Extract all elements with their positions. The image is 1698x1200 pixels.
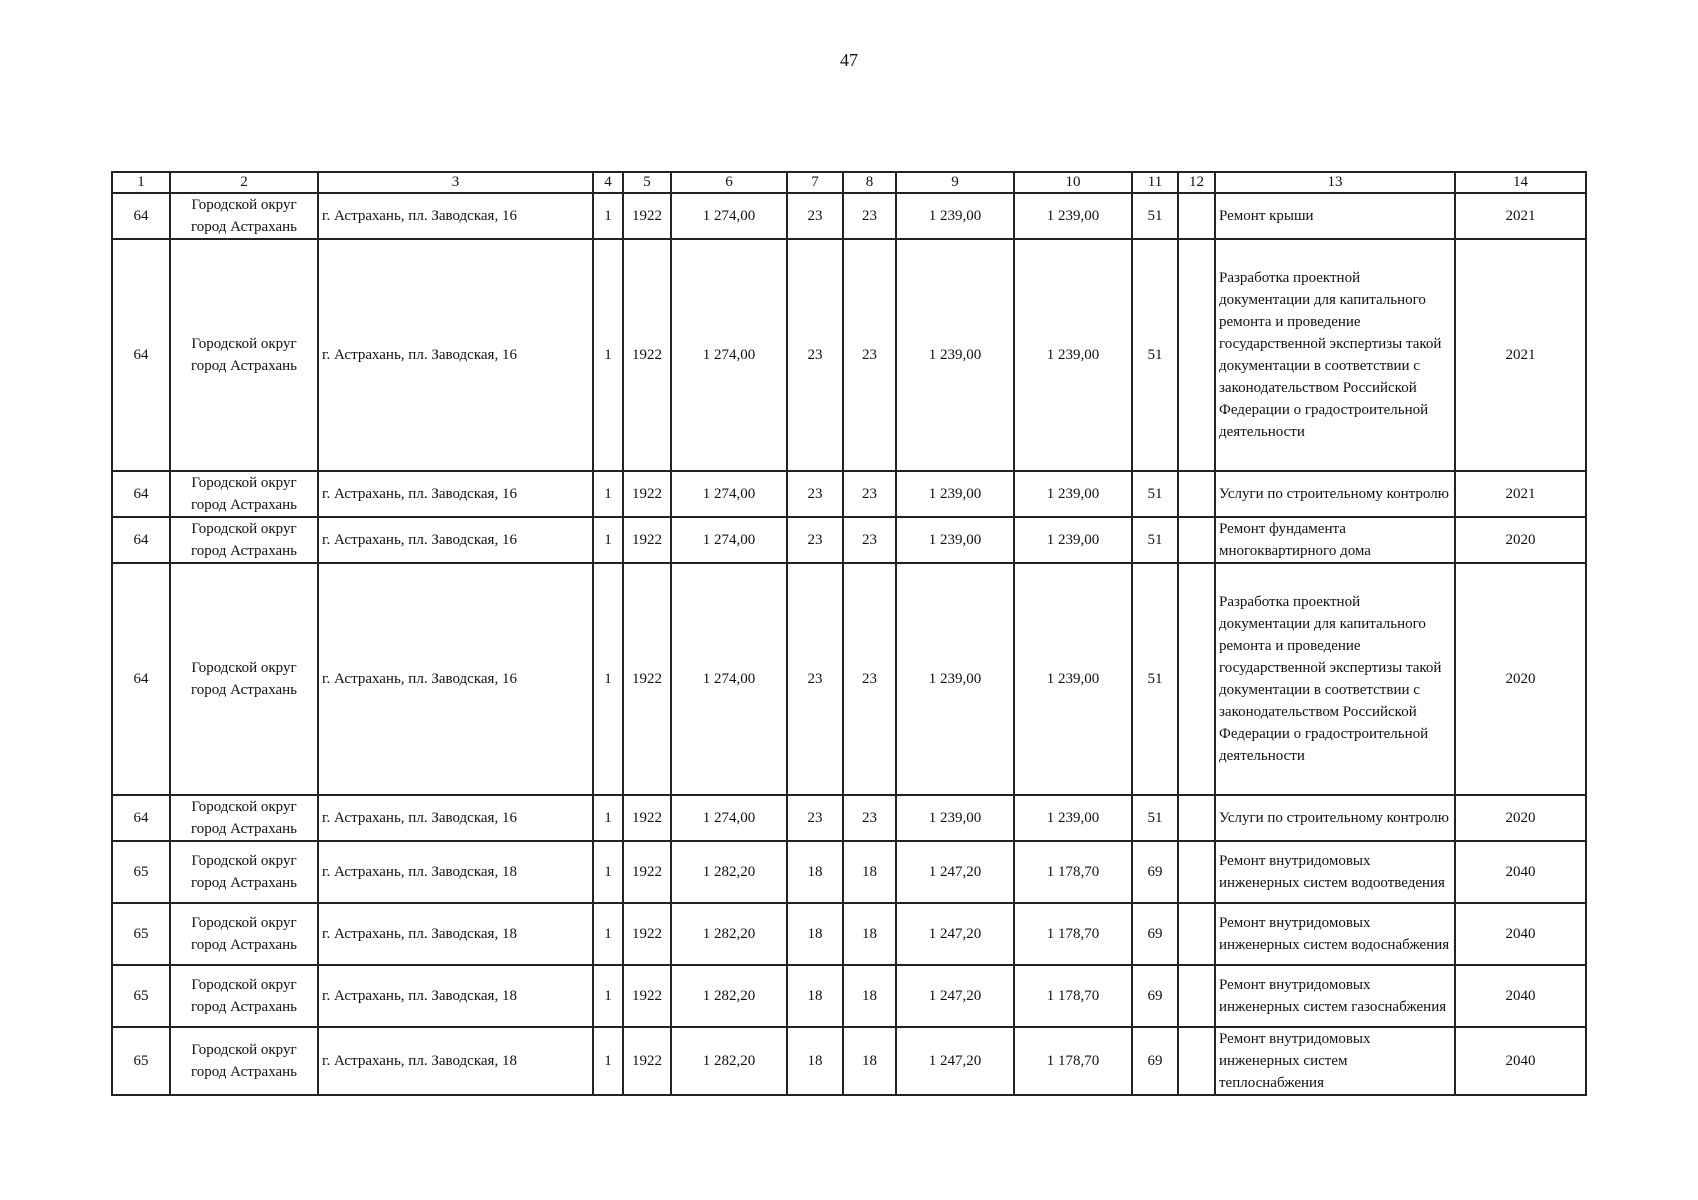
work-type-cell: Услуги по строительному контролю xyxy=(1215,471,1455,517)
column-header: 2 xyxy=(170,172,318,193)
table-row xyxy=(112,841,1586,903)
municipality-cell: Городской округ город Астрахань xyxy=(170,795,318,841)
work-type-cell: Ремонт внутридомовых инженерных систем теплоснабжения xyxy=(1215,1027,1455,1095)
cell-col-7: 23 xyxy=(787,517,843,563)
row-number-cell: 64 xyxy=(112,517,170,563)
address-cell: г. Астрахань, пл. Заводская, 16 xyxy=(318,193,593,239)
address-cell: г. Астрахань, пл. Заводская, 16 xyxy=(318,239,593,471)
area-cell: 1 247,20 xyxy=(896,965,1014,1027)
address-cell: г. Астрахань, пл. Заводская, 18 xyxy=(318,965,593,1027)
cell-col-4: 1 xyxy=(593,239,623,471)
cell-col-4: 1 xyxy=(593,471,623,517)
row-number-cell: 65 xyxy=(112,1027,170,1095)
cell-col-8: 18 xyxy=(843,965,896,1027)
year-built-cell: 1922 xyxy=(623,795,671,841)
column-header: 4 xyxy=(593,172,623,193)
planned-year-cell: 2021 xyxy=(1455,193,1586,239)
column-header: 14 xyxy=(1455,172,1586,193)
cell-col-11: 69 xyxy=(1132,841,1178,903)
cell-col-12 xyxy=(1178,563,1215,795)
living-area-cell: 1 239,00 xyxy=(1014,239,1132,471)
column-header: 13 xyxy=(1215,172,1455,193)
page-number: 47 xyxy=(840,50,858,70)
year-built-cell: 1922 xyxy=(623,841,671,903)
work-type-cell: Ремонт крыши xyxy=(1215,193,1455,239)
cell-col-7: 18 xyxy=(787,965,843,1027)
municipality-cell: Городской округ город Астрахань xyxy=(170,841,318,903)
cell-col-12 xyxy=(1178,841,1215,903)
cell-col-12 xyxy=(1178,193,1215,239)
municipality-cell: Городской округ город Астрахань xyxy=(170,471,318,517)
capital-repair-table xyxy=(111,171,1587,1096)
living-area-cell: 1 178,70 xyxy=(1014,965,1132,1027)
total-area-cell: 1 274,00 xyxy=(671,795,787,841)
cell-col-8: 23 xyxy=(843,471,896,517)
address-cell: г. Астрахань, пл. Заводская, 18 xyxy=(318,1027,593,1095)
table-body xyxy=(112,193,1586,1095)
cell-col-7: 23 xyxy=(787,563,843,795)
municipality-cell: Городской округ город Астрахань xyxy=(170,563,318,795)
cell-col-11: 69 xyxy=(1132,1027,1178,1095)
area-cell: 1 247,20 xyxy=(896,903,1014,965)
planned-year-cell: 2020 xyxy=(1455,795,1586,841)
cell-col-11: 51 xyxy=(1132,795,1178,841)
municipality-cell: Городской округ город Астрахань xyxy=(170,903,318,965)
cell-col-7: 18 xyxy=(787,841,843,903)
column-header: 6 xyxy=(671,172,787,193)
cell-col-12 xyxy=(1178,965,1215,1027)
cell-col-8: 23 xyxy=(843,563,896,795)
cell-col-8: 23 xyxy=(843,517,896,563)
planned-year-cell: 2040 xyxy=(1455,841,1586,903)
column-header: 10 xyxy=(1014,172,1132,193)
total-area-cell: 1 282,20 xyxy=(671,903,787,965)
address-cell: г. Астрахань, пл. Заводская, 16 xyxy=(318,795,593,841)
column-header: 3 xyxy=(318,172,593,193)
address-cell: г. Астрахань, пл. Заводская, 16 xyxy=(318,563,593,795)
area-cell: 1 247,20 xyxy=(896,841,1014,903)
planned-year-cell: 2040 xyxy=(1455,903,1586,965)
year-built-cell: 1922 xyxy=(623,1027,671,1095)
year-built-cell: 1922 xyxy=(623,563,671,795)
address-cell: г. Астрахань, пл. Заводская, 16 xyxy=(318,517,593,563)
cell-col-7: 23 xyxy=(787,471,843,517)
row-number-cell: 65 xyxy=(112,841,170,903)
column-header: 8 xyxy=(843,172,896,193)
cell-col-12 xyxy=(1178,517,1215,563)
area-cell: 1 239,00 xyxy=(896,239,1014,471)
area-cell: 1 239,00 xyxy=(896,517,1014,563)
area-cell: 1 239,00 xyxy=(896,795,1014,841)
municipality-cell: Городской округ город Астрахань xyxy=(170,193,318,239)
cell-col-8: 23 xyxy=(843,193,896,239)
area-cell: 1 239,00 xyxy=(896,563,1014,795)
cell-col-8: 23 xyxy=(843,239,896,471)
cell-col-7: 23 xyxy=(787,239,843,471)
planned-year-cell: 2040 xyxy=(1455,1027,1586,1095)
column-header: 11 xyxy=(1132,172,1178,193)
cell-col-4: 1 xyxy=(593,965,623,1027)
living-area-cell: 1 239,00 xyxy=(1014,193,1132,239)
total-area-cell: 1 282,20 xyxy=(671,965,787,1027)
cell-col-11: 69 xyxy=(1132,903,1178,965)
planned-year-cell: 2021 xyxy=(1455,239,1586,471)
cell-col-12 xyxy=(1178,795,1215,841)
column-header: 7 xyxy=(787,172,843,193)
cell-col-12 xyxy=(1178,1027,1215,1095)
cell-col-7: 23 xyxy=(787,193,843,239)
municipality-cell: Городской округ город Астрахань xyxy=(170,1027,318,1095)
column-number-row xyxy=(112,172,1586,193)
municipality-cell: Городской округ город Астрахань xyxy=(170,965,318,1027)
cell-col-4: 1 xyxy=(593,841,623,903)
year-built-cell: 1922 xyxy=(623,471,671,517)
work-type-cell: Ремонт внутридомовых инженерных систем газоснабжения xyxy=(1215,965,1455,1027)
cell-col-12 xyxy=(1178,239,1215,471)
municipality-cell: Городской округ город Астрахань xyxy=(170,239,318,471)
cell-col-12 xyxy=(1178,903,1215,965)
cell-col-4: 1 xyxy=(593,563,623,795)
work-type-cell: Разработка проектной документации для капитального ремонта и проведение государственной экспертизы такой документации в соответствии с законодательством Российской Федерации о градостроительной деятельности xyxy=(1215,239,1455,471)
column-header: 1 xyxy=(112,172,170,193)
work-type-cell: Ремонт внутридомовых инженерных систем водоснабжения xyxy=(1215,903,1455,965)
planned-year-cell: 2020 xyxy=(1455,563,1586,795)
planned-year-cell: 2020 xyxy=(1455,517,1586,563)
total-area-cell: 1 274,00 xyxy=(671,193,787,239)
planned-year-cell: 2040 xyxy=(1455,965,1586,1027)
table-row xyxy=(112,795,1586,841)
year-built-cell: 1922 xyxy=(623,193,671,239)
area-cell: 1 239,00 xyxy=(896,471,1014,517)
total-area-cell: 1 274,00 xyxy=(671,563,787,795)
row-number-cell: 64 xyxy=(112,239,170,471)
year-built-cell: 1922 xyxy=(623,965,671,1027)
year-built-cell: 1922 xyxy=(623,517,671,563)
cell-col-11: 69 xyxy=(1132,965,1178,1027)
year-built-cell: 1922 xyxy=(623,903,671,965)
column-header: 12 xyxy=(1178,172,1215,193)
cell-col-7: 18 xyxy=(787,1027,843,1095)
cell-col-8: 18 xyxy=(843,1027,896,1095)
column-header: 5 xyxy=(623,172,671,193)
cell-col-11: 51 xyxy=(1132,471,1178,517)
address-cell: г. Астрахань, пл. Заводская, 16 xyxy=(318,471,593,517)
work-type-cell: Ремонт фундамента многоквартирного дома xyxy=(1215,517,1455,563)
total-area-cell: 1 274,00 xyxy=(671,517,787,563)
table-row xyxy=(112,193,1586,239)
row-number-cell: 65 xyxy=(112,965,170,1027)
address-cell: г. Астрахань, пл. Заводская, 18 xyxy=(318,841,593,903)
living-area-cell: 1 239,00 xyxy=(1014,471,1132,517)
row-number-cell: 64 xyxy=(112,563,170,795)
row-number-cell: 65 xyxy=(112,903,170,965)
table-row xyxy=(112,903,1586,965)
total-area-cell: 1 274,00 xyxy=(671,471,787,517)
cell-col-8: 18 xyxy=(843,841,896,903)
table-row xyxy=(112,563,1586,795)
work-type-cell: Разработка проектной документации для капитального ремонта и проведение государственной экспертизы такой документации в соответствии с законодательством Российской Федерации о градостроительной деятельности xyxy=(1215,563,1455,795)
year-built-cell: 1922 xyxy=(623,239,671,471)
living-area-cell: 1 239,00 xyxy=(1014,517,1132,563)
work-type-cell: Услуги по строительному контролю xyxy=(1215,795,1455,841)
row-number-cell: 64 xyxy=(112,795,170,841)
area-cell: 1 247,20 xyxy=(896,1027,1014,1095)
table-row xyxy=(112,517,1586,563)
cell-col-8: 23 xyxy=(843,795,896,841)
total-area-cell: 1 274,00 xyxy=(671,239,787,471)
living-area-cell: 1 178,70 xyxy=(1014,841,1132,903)
municipality-cell: Городской округ город Астрахань xyxy=(170,517,318,563)
cell-col-11: 51 xyxy=(1132,239,1178,471)
cell-col-7: 18 xyxy=(787,903,843,965)
total-area-cell: 1 282,20 xyxy=(671,841,787,903)
cell-col-4: 1 xyxy=(593,517,623,563)
living-area-cell: 1 239,00 xyxy=(1014,795,1132,841)
cell-col-4: 1 xyxy=(593,193,623,239)
work-type-cell: Ремонт внутридомовых инженерных систем водоотведения xyxy=(1215,841,1455,903)
table-row xyxy=(112,239,1586,471)
cell-col-11: 51 xyxy=(1132,563,1178,795)
cell-col-4: 1 xyxy=(593,795,623,841)
cell-col-4: 1 xyxy=(593,903,623,965)
cell-col-7: 23 xyxy=(787,795,843,841)
row-number-cell: 64 xyxy=(112,471,170,517)
cell-col-11: 51 xyxy=(1132,517,1178,563)
table-row xyxy=(112,471,1586,517)
address-cell: г. Астрахань, пл. Заводская, 18 xyxy=(318,903,593,965)
living-area-cell: 1 178,70 xyxy=(1014,1027,1132,1095)
cell-col-4: 1 xyxy=(593,1027,623,1095)
area-cell: 1 239,00 xyxy=(896,193,1014,239)
living-area-cell: 1 178,70 xyxy=(1014,903,1132,965)
table-row xyxy=(112,1027,1586,1095)
planned-year-cell: 2021 xyxy=(1455,471,1586,517)
table-row xyxy=(112,965,1586,1027)
column-header: 9 xyxy=(896,172,1014,193)
total-area-cell: 1 282,20 xyxy=(671,1027,787,1095)
cell-col-12 xyxy=(1178,471,1215,517)
cell-col-11: 51 xyxy=(1132,193,1178,239)
living-area-cell: 1 239,00 xyxy=(1014,563,1132,795)
row-number-cell: 64 xyxy=(112,193,170,239)
cell-col-8: 18 xyxy=(843,903,896,965)
